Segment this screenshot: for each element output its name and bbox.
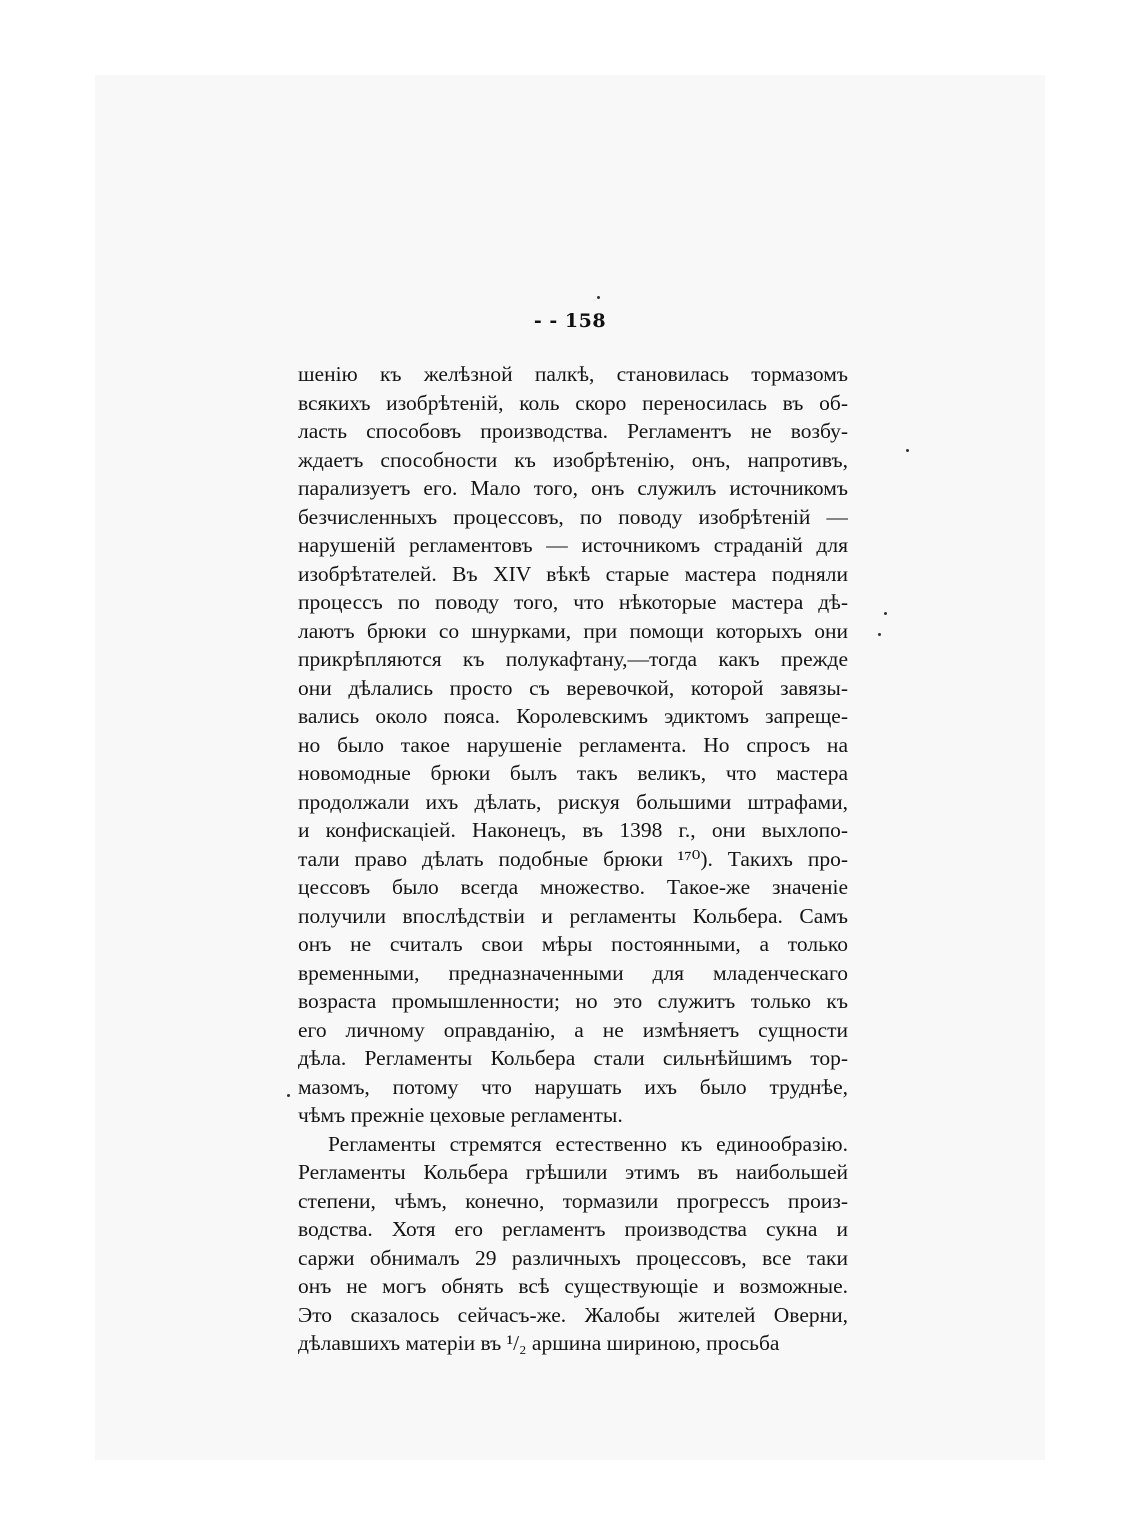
scan-speck bbox=[287, 1094, 290, 1097]
text-line: мазомъ, потому что нарушать ихъ было труднѣе, bbox=[298, 1074, 848, 1099]
text-line: чѣмъ прежніе цеховые регламенты. bbox=[298, 1103, 623, 1127]
text-line: и конфискаціей. Наконецъ, въ 1398 г., они выхлопо- bbox=[298, 818, 848, 842]
text-line: изобрѣтателей. Въ XIV вѣкѣ старые мастера подняли bbox=[298, 561, 848, 586]
body-text bbox=[298, 360, 848, 1358]
text-line: шенію къ желѣзной палкѣ, становилась тормазомъ bbox=[298, 362, 848, 386]
text-line: получили впослѣдствіи и регламенты Кольбера. Самъ bbox=[298, 903, 848, 928]
text-line: онъ не считалъ свои мѣры постоянными, а только bbox=[298, 932, 848, 956]
text-line: они дѣлались просто съ веревочкой, которой завязы- bbox=[298, 675, 848, 700]
text-line: лаютъ брюки со шнурками, при помощи которыхъ они bbox=[298, 618, 848, 643]
text-line: всякихъ изобрѣтеній, коль скоро переносилась въ об- bbox=[298, 390, 848, 415]
scan-speck bbox=[878, 633, 881, 636]
text-line: парализуетъ его. Мало того, онъ служилъ источникомъ bbox=[298, 476, 848, 500]
text-line: процессъ по поводу того, что нѣкоторые мастера дѣ- bbox=[298, 590, 848, 614]
text-line: продолжали ихъ дѣлать, рискуя большими штрафами, bbox=[298, 789, 848, 814]
text-line: безчисленныхъ процессовъ, по поводу изобрѣтеній — bbox=[298, 504, 848, 529]
text-line: цессовъ было всегда множество. Такое-же значеніе bbox=[298, 875, 848, 899]
text-line: дѣлавшихъ матеріи въ ¹/₂ аршина шириною, просьба bbox=[298, 1331, 780, 1355]
text-line: новомодные брюки былъ такъ великъ, что мастера bbox=[298, 761, 848, 785]
text-line: водства. Хотя его регламентъ производства сукна и bbox=[298, 1217, 848, 1241]
paragraph-2 bbox=[298, 1130, 848, 1358]
text-line: Регламенты стремятся естественно къ единообразію. bbox=[328, 1131, 848, 1156]
text-line: Это сказалось сейчасъ-же. Жалобы жителей Оверни, bbox=[298, 1302, 848, 1327]
text-line: онъ не могъ обнять всѣ существующіе и возможные. bbox=[298, 1274, 848, 1298]
paragraph-1 bbox=[298, 360, 848, 1130]
text-line: вались около пояса. Королевскимъ эдиктомъ запреще- bbox=[298, 704, 848, 728]
text-line: саржи обнималъ 29 различныхъ процессовъ, все таки bbox=[298, 1245, 848, 1270]
text-line: возраста промышленности; но это служитъ только къ bbox=[298, 989, 848, 1013]
text-line: дѣла. Регламенты Кольбера стали сильнѣйшимъ тор- bbox=[298, 1046, 848, 1070]
text-line: временными, предназначенными для младенческаго bbox=[298, 960, 848, 985]
text-line: но было такое нарушеніе регламента. Но спросъ на bbox=[298, 732, 848, 757]
text-line: Регламенты Кольбера грѣшили этимъ въ наибольшей bbox=[298, 1160, 848, 1184]
text-line: степени, чѣмъ, конечно, тормазили прогрессъ произ- bbox=[298, 1188, 848, 1213]
text-line: тали право дѣлать подобные брюки ¹⁷⁰). Такихъ про- bbox=[298, 846, 848, 871]
text-line: прикрѣпляются къ полукафтану,—тогда какъ прежде bbox=[298, 647, 848, 671]
scan-speck bbox=[884, 612, 887, 615]
text-line: его личному оправданію, а не измѣняетъ сущности bbox=[298, 1017, 848, 1042]
page-number: - - 158 bbox=[533, 310, 607, 332]
scan-speck bbox=[906, 449, 909, 452]
scan-speck bbox=[597, 296, 600, 299]
text-line: ласть способовъ производства. Регламентъ не возбу- bbox=[298, 419, 848, 443]
text-line: ждаетъ способности къ изобрѣтенію, онъ, напротивъ, bbox=[298, 447, 848, 472]
text-line: нарушеній регламентовъ — источникомъ страданій для bbox=[298, 533, 848, 557]
